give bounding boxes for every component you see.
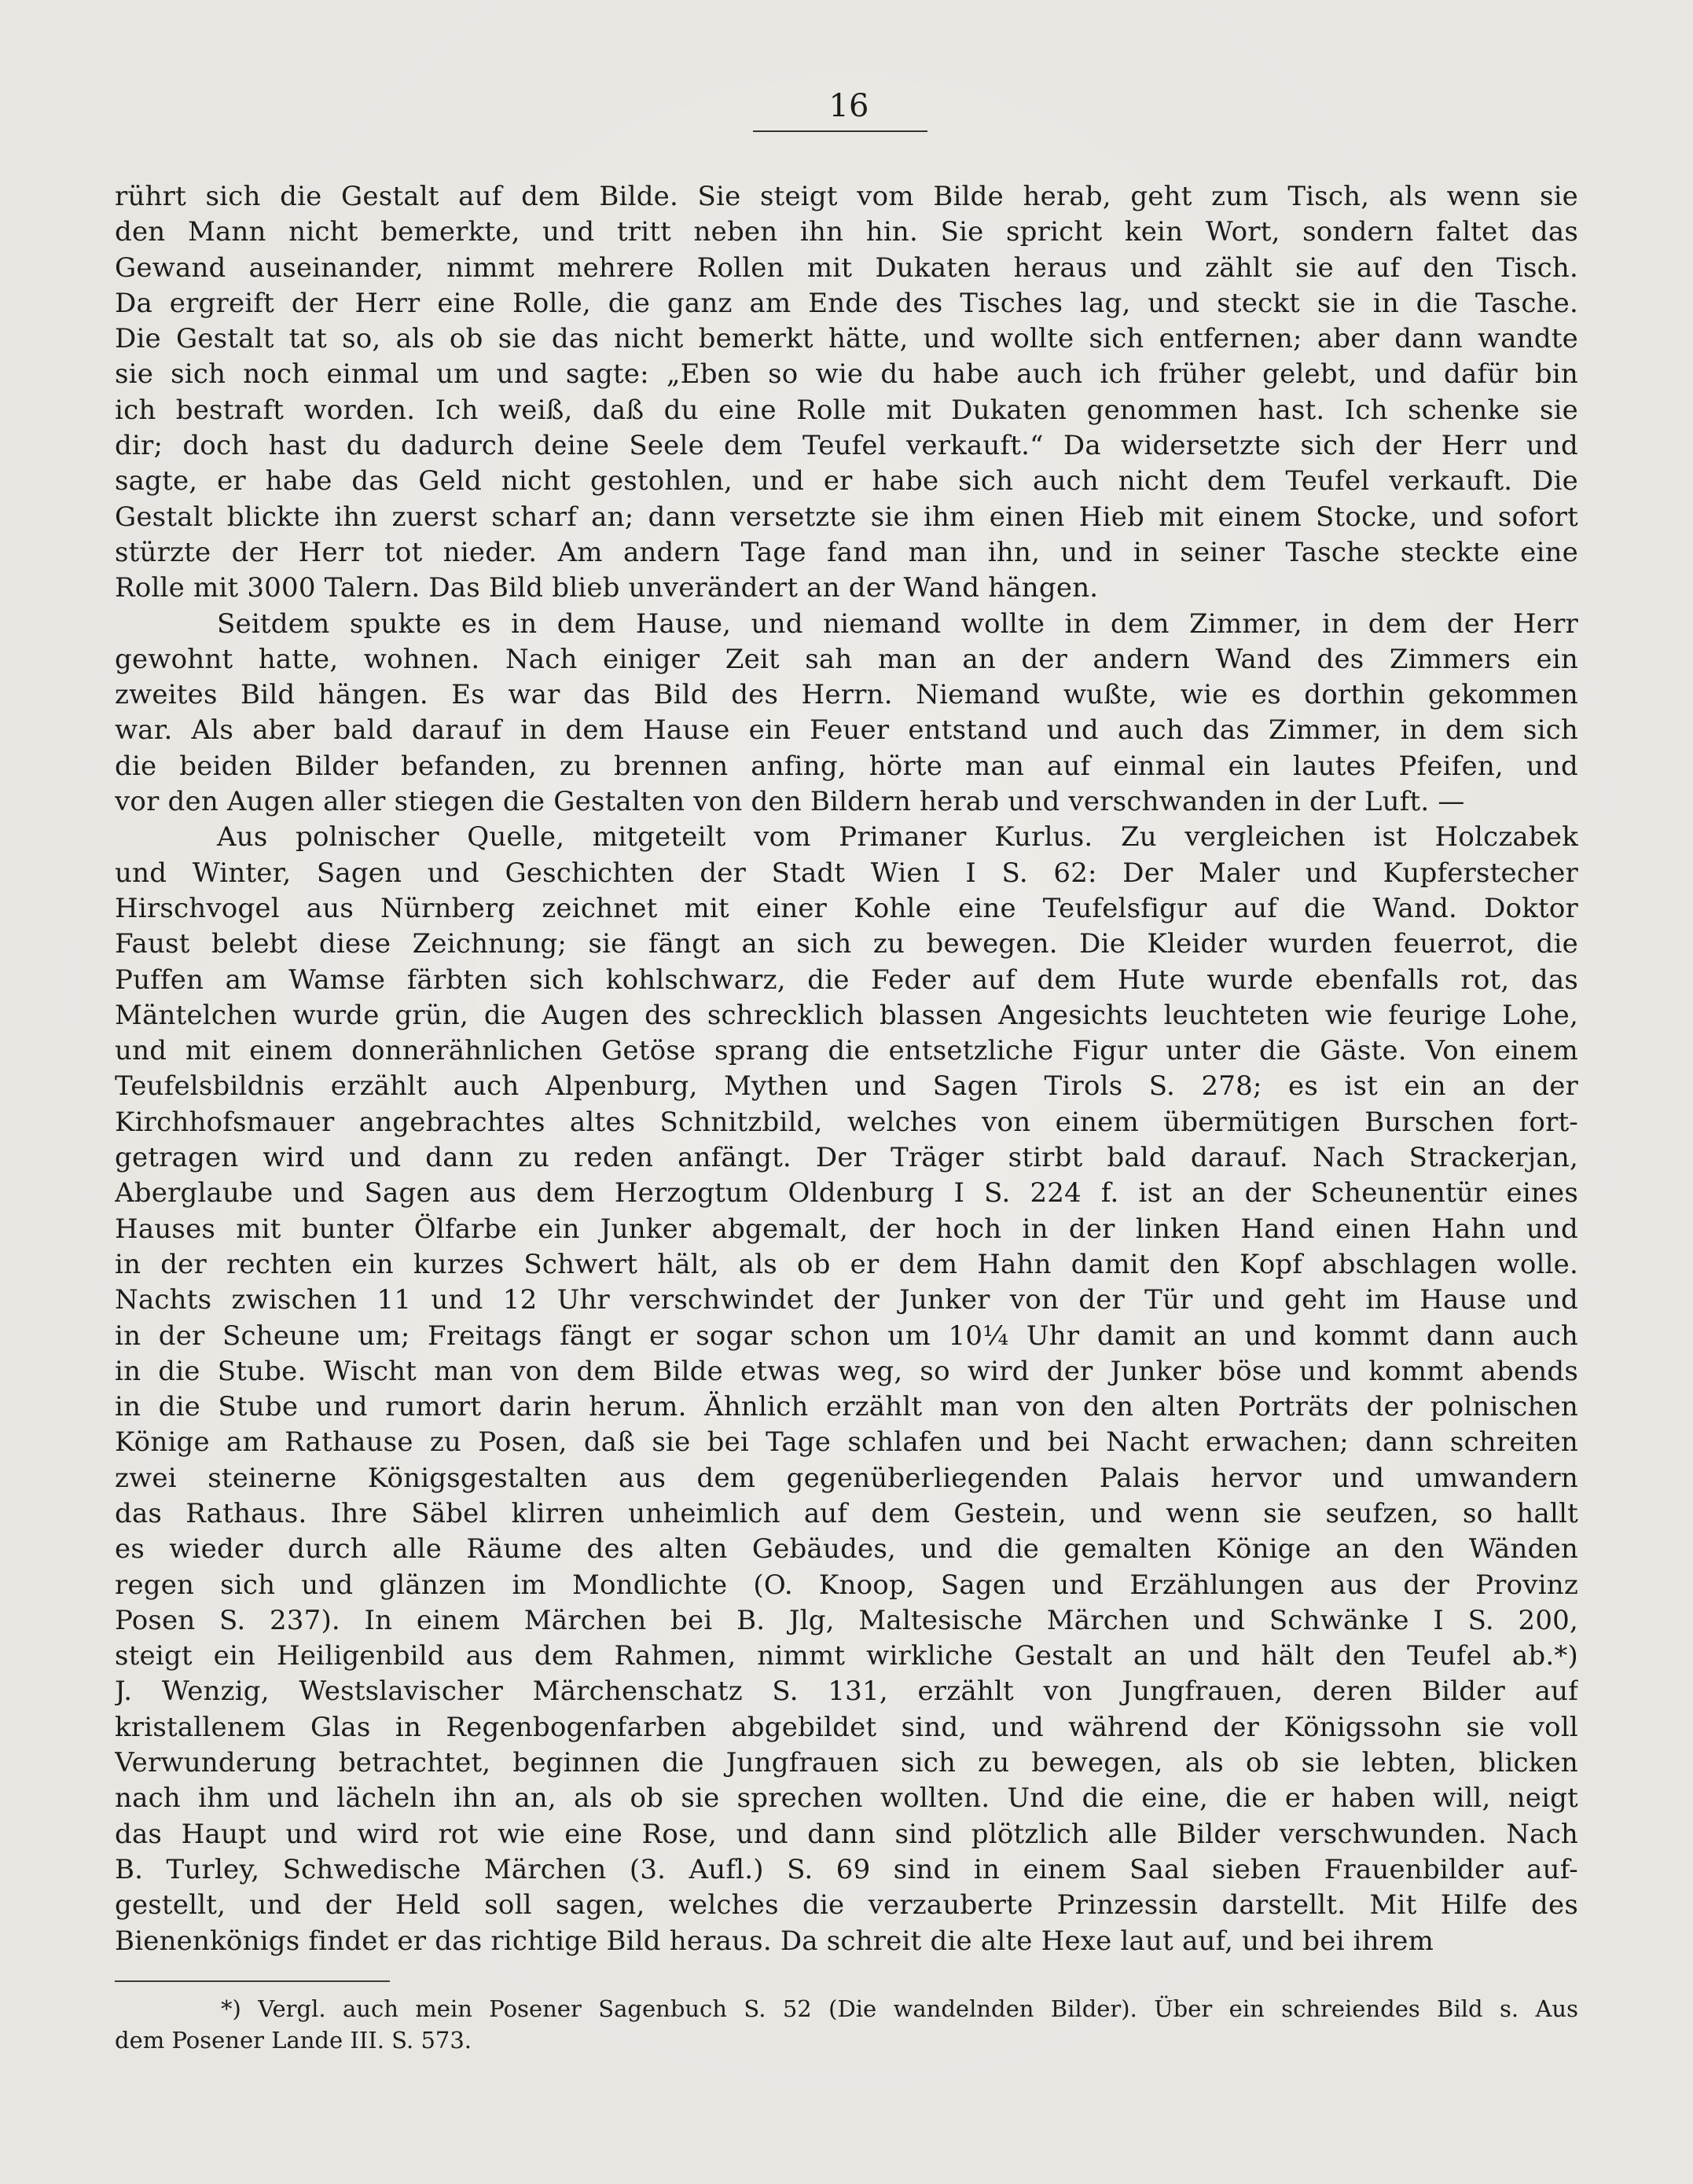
text-line: Mäntelchen wurde grün, die Augen des schrecklich blassen Angesichts leuchteten wie feurige Lohe, — [115, 999, 1578, 1031]
text-line: Puffen am Wamse färbten sich kohlschwarz, die Feder auf dem Hute wurde ebenfalls rot, das — [115, 964, 1578, 996]
text-line: dir; doch hast du dadurch deine Seele dem Teufel verkauft.“ Da widersetzte sich der Herr und — [115, 430, 1578, 462]
text-line: ich bestraft worden. Ich weiß, daß du eine Rolle mit Dukaten genommen hast. Ich schenke sie — [115, 394, 1578, 426]
text-line: zwei steinerne Königsgestalten aus dem gegenüberliegenden Palais hervor und umwandern — [115, 1462, 1578, 1494]
text-line: regen sich und glänzen im Mondlichte (O. Knoop, Sagen und Erzählungen aus der Provinz — [115, 1569, 1578, 1601]
text-line: in die Stube. Wischt man von dem Bilde etwas weg, so wird der Junker böse und kommt abends — [115, 1355, 1578, 1387]
text-line: Nachts zwischen 11 und 12 Uhr verschwindet der Junker von der Tür und geht im Hause und — [115, 1284, 1578, 1316]
text-line: nach ihm und lächeln ihn an, als ob sie sprechen wollten. Und die eine, die er haben will, neigt — [115, 1782, 1578, 1815]
text-line: den Mann nicht bemerkte, und tritt neben ihn hin. Sie spricht kein Wort, sondern faltet das — [115, 216, 1578, 248]
text-line: Die Gestalt tat so, als ob sie das nicht bemerkt hätte, und wollte sich entfernen; aber dann wandte — [115, 323, 1578, 355]
text-line: und mit einem donnerähnlichen Getöse sprang die entsetzliche Figur unter die Gäste. Von einem — [115, 1035, 1578, 1067]
footnote-line: *) Vergl. auch mein Posener Sagenbuch S. 52 (Die wandelnden Bilder). Über ein schreiendes Bild s. Aus — [221, 1995, 1578, 2022]
text-line: Seitdem spukte es in dem Hause, und niemand wollte in dem Zimmer, in dem der Herr — [217, 607, 1578, 640]
page-number-rule — [753, 130, 927, 132]
text-line: das Haupt und wird rot wie eine Rose, und dann sind plötzlich alle Bilder verschwunden. Nach — [115, 1818, 1578, 1850]
text-line: Verwunderung betrachtet, beginnen die Jungfrauen sich zu bewegen, als ob sie lebten, blicken — [115, 1747, 1578, 1779]
text-line: das Rathaus. Ihre Säbel klirren unheimlich auf dem Gestein, und wenn sie seufzen, so hallt — [115, 1497, 1578, 1529]
text-line: Posen S. 237). In einem Märchen bei B. Jlg, Maltesische Märchen und Schwänke I S. 200, — [115, 1604, 1578, 1636]
text-line: sagte, er habe das Geld nicht gestohlen, und er habe sich auch nicht dem Teufel verkauft. Die — [115, 465, 1578, 497]
text-line: und Winter, Sagen und Geschichten der Stadt Wien I S. 62: Der Maler und Kupferstecher — [115, 857, 1578, 889]
text-line: es wieder durch alle Räume des alten Gebäudes, und die gemalten Könige an den Wänden — [115, 1533, 1578, 1566]
text-line: in der rechten ein kurzes Schwert hält, als ob er dem Hahn damit den Kopf abschlagen wolle. — [115, 1248, 1578, 1280]
text-line: Gestalt blickte ihn zuerst scharf an; dann versetzte sie ihm einen Hieb mit einem Stocke, und sofort — [115, 501, 1578, 533]
footnote-line: dem Posener Lande III. S. 573. — [115, 2027, 472, 2054]
text-line: Kirchhofsmauer angebrachtes altes Schnitzbild, welches von einem übermütigen Burschen fort- — [115, 1106, 1578, 1138]
page-number: 16 — [828, 88, 869, 124]
text-line: kristallenem Glas in Regenbogenfarben abgebildet sind, und während der Königssohn sie voll — [115, 1711, 1578, 1743]
text-line: Hirschvogel aus Nürnberg zeichnet mit einer Kohle eine Teufelsfigur auf die Wand. Doktor — [115, 892, 1578, 924]
text-line: gestellt, und der Held soll sagen, welches die verzauberte Prinzessin darstellt. Mit Hilfe des — [115, 1889, 1578, 1922]
footnote — [115, 1993, 1578, 2056]
text-line: stürzte der Herr tot nieder. Am andern Tage fand man ihn, und in seiner Tasche steckte eine — [115, 536, 1578, 568]
text-line: rührt sich die Gestalt auf dem Bilde. Sie steigt vom Bilde herab, geht zum Tisch, als wenn sie — [115, 181, 1578, 212]
text-line: Gewand auseinander, nimmt mehrere Rollen mit Dukaten heraus und zählt sie auf den Tisch. — [115, 251, 1578, 284]
text-line: gewohnt hatte, wohnen. Nach einiger Zeit sah man an der andern Wand des Zimmers ein — [115, 643, 1578, 675]
text-line: getragen wird und dann zu reden anfängt. Der Träger stirbt bald darauf. Nach Strackerjan, — [115, 1142, 1578, 1174]
footnote-rule — [115, 1980, 390, 1982]
text-line: war. Als aber bald darauf in dem Hause ein Feuer entstand und auch das Zimmer, in dem sich — [115, 714, 1578, 747]
text-line: steigt ein Heiligenbild aus dem Rahmen, nimmt wirkliche Gestalt an und hält den Teufel ab.*) — [115, 1640, 1578, 1672]
text-line: Bienenkönigs findet er das richtige Bild heraus. Da schreit die alte Hexe laut auf, und bei ihrem — [115, 1925, 1434, 1957]
text-line: Faust belebt diese Zeichnung; sie fängt an sich zu bewegen. Die Kleider wurden feuerrot, die — [115, 928, 1578, 960]
text-line: zweites Bild hängen. Es war das Bild des Herrn. Niemand wußte, wie es dorthin gekommen — [115, 679, 1578, 711]
text-line: die beiden Bilder befanden, zu brennen anfing, hörte man auf einmal ein lautes Pfeifen, und — [115, 750, 1578, 782]
text-line: sie sich noch einmal um und sagte: „Eben so wie du habe auch ich früher gelebt, und dafür bin — [115, 358, 1578, 391]
text-line: Aberglaube und Sagen aus dem Herzogtum Oldenburg I S. 224 f. ist an der Scheunentür eines — [115, 1177, 1578, 1209]
text-line: B. Turley, Schwedische Märchen (3. Aufl.) S. 69 sind in einem Saal sieben Frauenbilder auf- — [115, 1853, 1578, 1885]
body-text — [115, 179, 1578, 1959]
text-line: Rolle mit 3000 Talern. Das Bild blieb unverändert an der Wand hängen. — [115, 572, 1099, 604]
text-line: Hauses mit bunter Ölfarbe ein Junker abgemalt, der hoch in der linken Hand einen Hahn und — [115, 1213, 1578, 1245]
text-line: in der Scheune um; Freitags fängt er sogar schon um 10¼ Uhr damit an und kommt dann auch — [115, 1320, 1578, 1352]
text-line: vor den Augen aller stiegen die Gestalten von den Bildern herab und verschwanden in der Luft. — — [115, 786, 1465, 818]
text-line: Da ergreift der Herr eine Rolle, die ganz am Ende des Tisches lag, und steckt sie in die Tasche. — [115, 287, 1578, 319]
text-line: in die Stube und rumort darin herum. Ähnlich erzählt man von den alten Porträts der polnischen — [115, 1391, 1578, 1423]
text-line: Aus polnischer Quelle, mitgeteilt vom Primaner Kurlus. Zu vergleichen ist Holczabek — [217, 821, 1578, 853]
text-line: J. Wenzig, Westslavischer Märchenschatz S. 131, erzählt von Jungfrauen, deren Bilder auf — [115, 1676, 1578, 1708]
text-line: Teufelsbildnis erzählt auch Alpenburg, Mythen und Sagen Tirols S. 278; es ist ein an der — [115, 1070, 1578, 1103]
text-line: Könige am Rathause zu Posen, daß sie bei Tage schlafen und bei Nacht erwachen; dann schreiten — [115, 1426, 1578, 1459]
